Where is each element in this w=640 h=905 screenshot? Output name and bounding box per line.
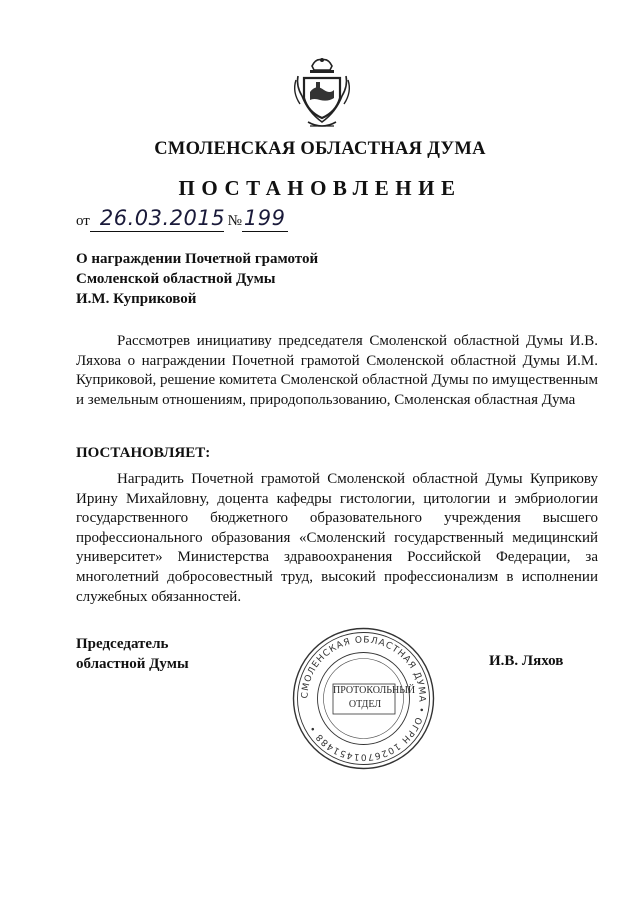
number-prefix: № [227,213,242,229]
seal-ring-text: СМОЛЕНСКАЯ ОБЛАСТНАЯ ДУМА • ОГРН 1026701451488 • [300,635,427,762]
document-number: 199 [243,206,286,230]
document-date: 26.03.2015 [99,206,226,230]
seal-center-line-1: ПРОТОКОЛЬНЫЙ [333,685,416,696]
signatory-title [76,634,189,674]
subject-line-1: О награждении Почетной грамотой [76,251,319,267]
signatory-title-line-2: областной Думы [76,656,189,672]
seal-center-line-2: ОТДЕЛ [348,699,382,710]
signatory-title-line-1: Председатель [76,636,169,652]
decision-paragraph: Наградить Почетной грамотой Смоленской областной Думы Куприкову Ирину Михайловну, доцента кафедры гистологии, цитологии и эмбриологии государственного бюджетного образовательного учреждения высшего профессионального образования «Смоленский государственный медицинский университет» Министерства здравоохранения Российской Федерации, за многолетний добросовестный труд, высокий профессионализм в исполнении служебных обязанностей. [76,471,598,605]
signatory-name: И.В. Ляхов [489,653,564,669]
date-prefix: от [76,213,90,229]
subject-line-3: И.М. Куприковой [76,291,197,307]
document-type-title: ПОСТАНОВЛЕНИЕ [178,176,462,200]
resolve-label: ПОСТАНОВЛЯЕТ: [76,445,211,461]
organization-title: СМОЛЕНСКАЯ ОБЛАСТНАЯ ДУМА [154,139,486,159]
coat-of-arms-icon [290,56,354,130]
seal-center-text [333,684,416,712]
preamble-paragraph: Рассмотрев инициативу председателя Смоленской областной Думы И.В. Ляхова о награждении Почетной грамотой Смоленской областной Думы И.М. Куприковой, решение комитета Смоленской областной Думы по имущественным и земельным отношениям, природопользованию, Смоленская областная Дума [76,333,598,408]
document-subject [76,249,318,309]
subject-line-2: Смоленской областной Думы [76,271,276,287]
date-number-line [76,208,288,232]
